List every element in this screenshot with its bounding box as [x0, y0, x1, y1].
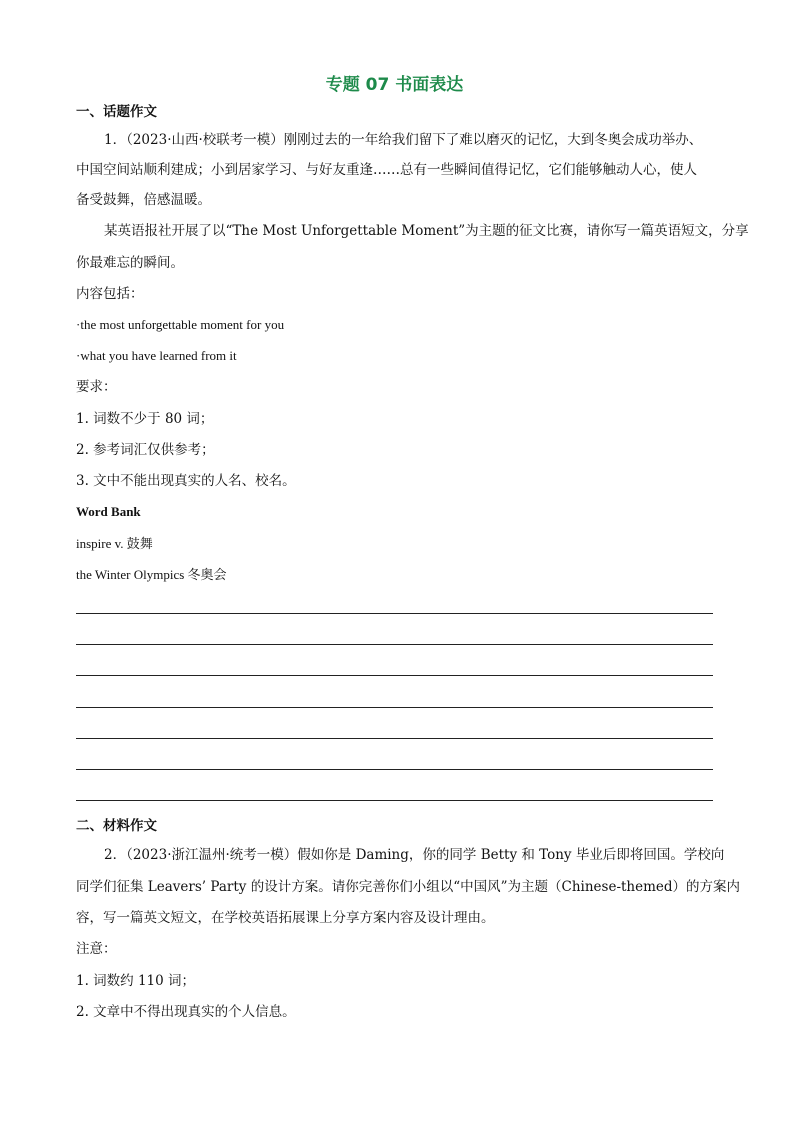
q2-line2: 同学们征集 Leavers’ Party 的设计方案。请你完善你们小组以“中国风”为主题（Chinese-themed）的方案内 — [76, 879, 741, 895]
note-1: 1. 词数约 110 词； — [76, 973, 196, 989]
wordbank-heading: Word Bank — [76, 504, 141, 519]
content-label: 内容包括： — [76, 286, 144, 302]
answer-line — [76, 644, 713, 645]
note-2: 2. 文章中不得出现真实的个人信息。 — [76, 1004, 296, 1020]
q2-line1: 2．（2023·浙江温州·统考一模）假如你是 Daming，你的同学 Betty 和 Tony 毕业后即将回国。学校向 — [104, 847, 725, 863]
answer-line — [76, 769, 713, 770]
answer-line — [76, 707, 713, 708]
requirements-label: 要求： — [76, 379, 117, 395]
q1-line2: 中国空间站顺利建成；小到居家学习、与好友重逢……总有一些瞬间值得记忆，它们能够触动人心，使人 — [76, 162, 697, 178]
requirement-3: 3. 文中不能出现真实的人名、校名。 — [76, 473, 296, 489]
q1-para2-line2: 你最难忘的瞬间。 — [76, 255, 184, 271]
answer-line — [76, 675, 713, 676]
q2-line3: 容，写一篇英文短文，在学校英语拓展课上分享方案内容及设计理由。 — [76, 910, 495, 926]
section2-heading: 二、材料作文 — [76, 818, 157, 834]
q1-para2-line1: 某英语报社开展了以“The Most Unforgettable Moment”为主题的征文比赛，请你写一篇英语短文，分享 — [104, 223, 749, 239]
requirement-1: 1. 词数不少于 80 词； — [76, 411, 214, 427]
wordbank-item-2: the Winter Olympics 冬奥会 — [76, 567, 227, 582]
title-label: 专题 — [325, 75, 360, 95]
notes-label: 注意： — [76, 941, 117, 957]
title-text: 书面表达 — [395, 75, 464, 95]
requirement-2: 2. 参考词汇仅供参考； — [76, 442, 215, 458]
q1-line1: 1．（2023·山西·校联考一模）刚刚过去的一年给我们留下了难以磨灭的记忆，大到冬奥会成功举办、 — [104, 132, 703, 148]
content-item-1: ·the most unforgettable moment for you — [76, 317, 285, 332]
answer-line — [76, 800, 713, 801]
answer-line — [76, 738, 713, 739]
wordbank-item-1: inspire v. 鼓舞 — [76, 536, 153, 551]
content-item-2: ·what you have learned from it — [76, 348, 237, 363]
q1-line3: 备受鼓舞，倍感温暖。 — [76, 192, 211, 208]
title-number: 07 — [365, 75, 390, 95]
page-title — [76, 70, 713, 95]
section1-heading: 一、话题作文 — [76, 104, 157, 120]
answer-line — [76, 613, 713, 614]
